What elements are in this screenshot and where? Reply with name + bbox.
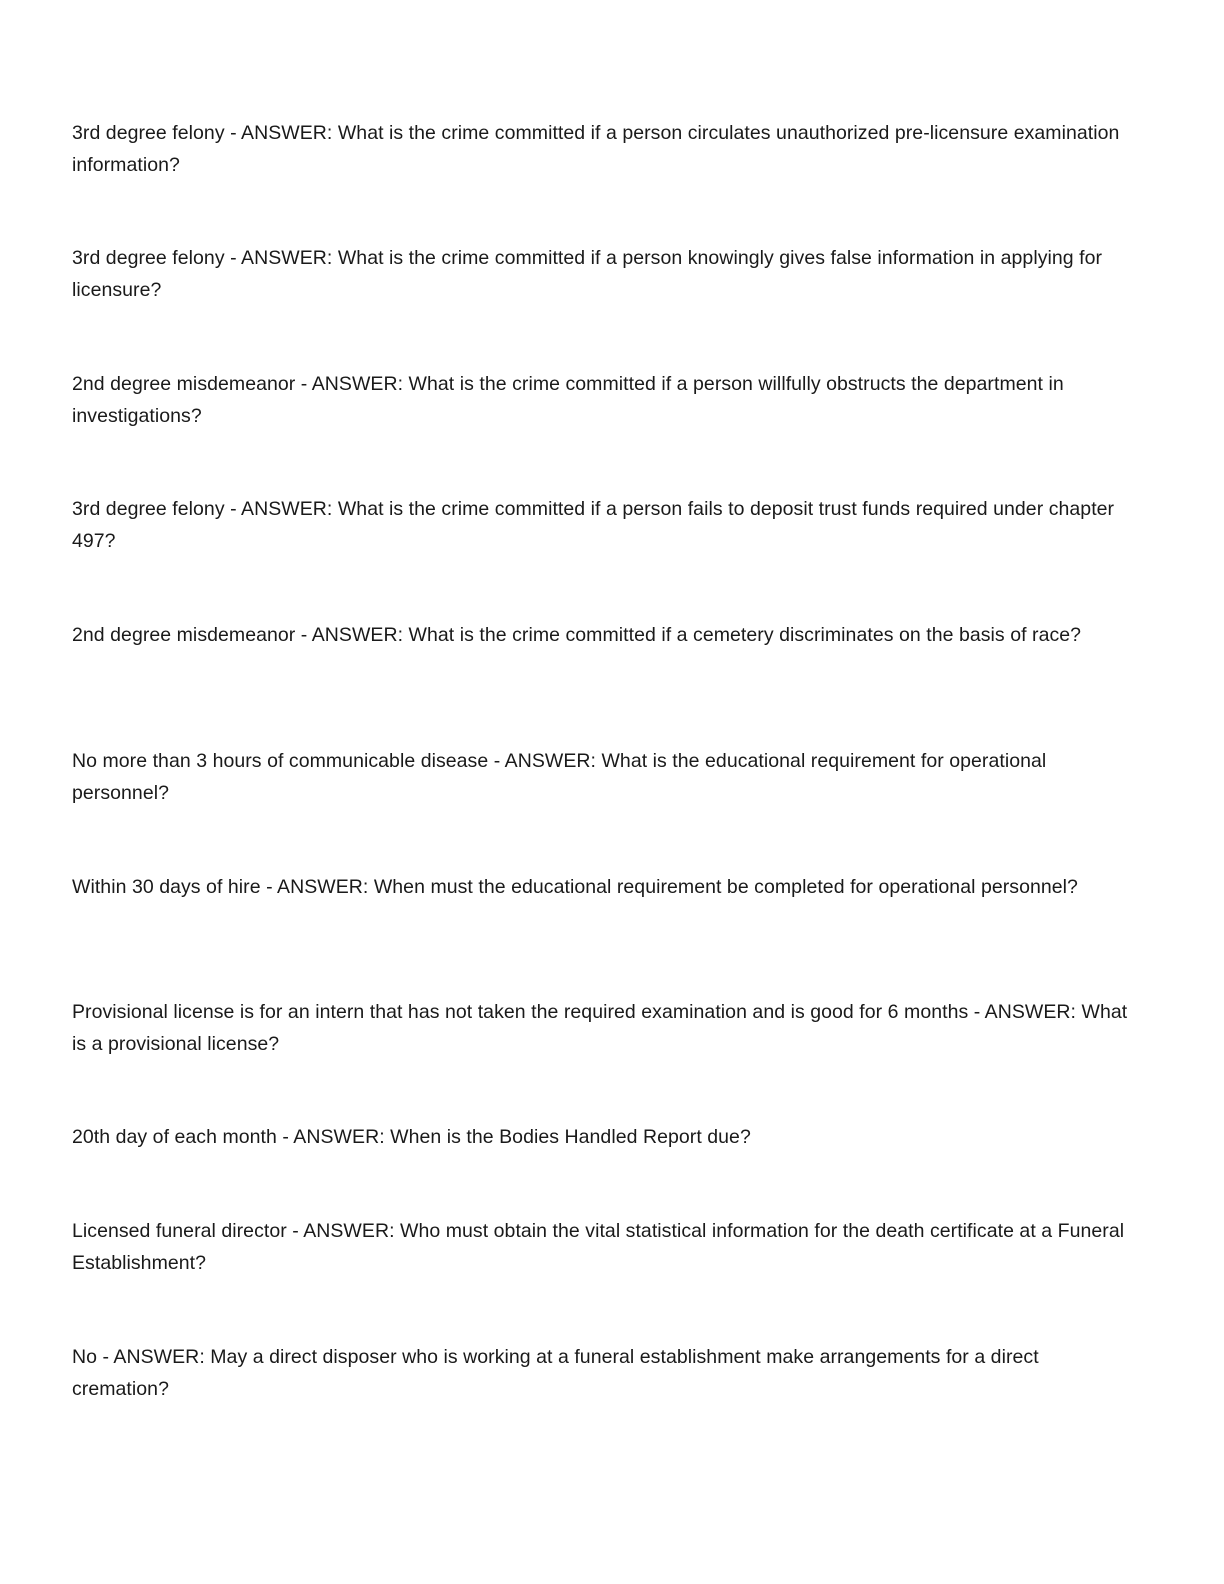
qa-entry: Within 30 days of hire - ANSWER: When must the educational requirement be completed for operational personnel? <box>72 876 1078 898</box>
qa-entry: No more than 3 hours of communicable disease - ANSWER: What is the educational requirement for operational personnel? <box>72 750 1047 804</box>
qa-entry: 3rd degree felony - ANSWER: What is the crime committed if a person fails to deposit trust funds required under chapter 497? <box>72 498 1115 552</box>
qa-entry: No - ANSWER: May a direct disposer who is working at a funeral establishment make arrangements for a direct cremation? <box>72 1346 1039 1400</box>
qa-entry: 2nd degree misdemeanor - ANSWER: What is the crime committed if a cemetery discriminates on the basis of race? <box>72 624 1082 646</box>
qa-entry: 3rd degree felony - ANSWER: What is the crime committed if a person circulates unauthorized pre-licensure examination information? <box>72 122 1120 176</box>
qa-entry: 20th day of each month - ANSWER: When is the Bodies Handled Report due? <box>72 1126 751 1148</box>
qa-entry: 3rd degree felony - ANSWER: What is the crime committed if a person knowingly gives false information in applying for licensure? <box>72 247 1103 301</box>
qa-entry: Licensed funeral director - ANSWER: Who must obtain the vital statistical information for the death certificate at a Funeral Establishment? <box>72 1220 1125 1274</box>
qa-entry: 2nd degree misdemeanor - ANSWER: What is the crime committed if a person willfully obstructs the department in investigations? <box>72 373 1064 427</box>
qa-entry: Provisional license is for an intern that has not taken the required examination and is good for 6 months - ANSWER: What is a provisional license? <box>72 1001 1128 1055</box>
